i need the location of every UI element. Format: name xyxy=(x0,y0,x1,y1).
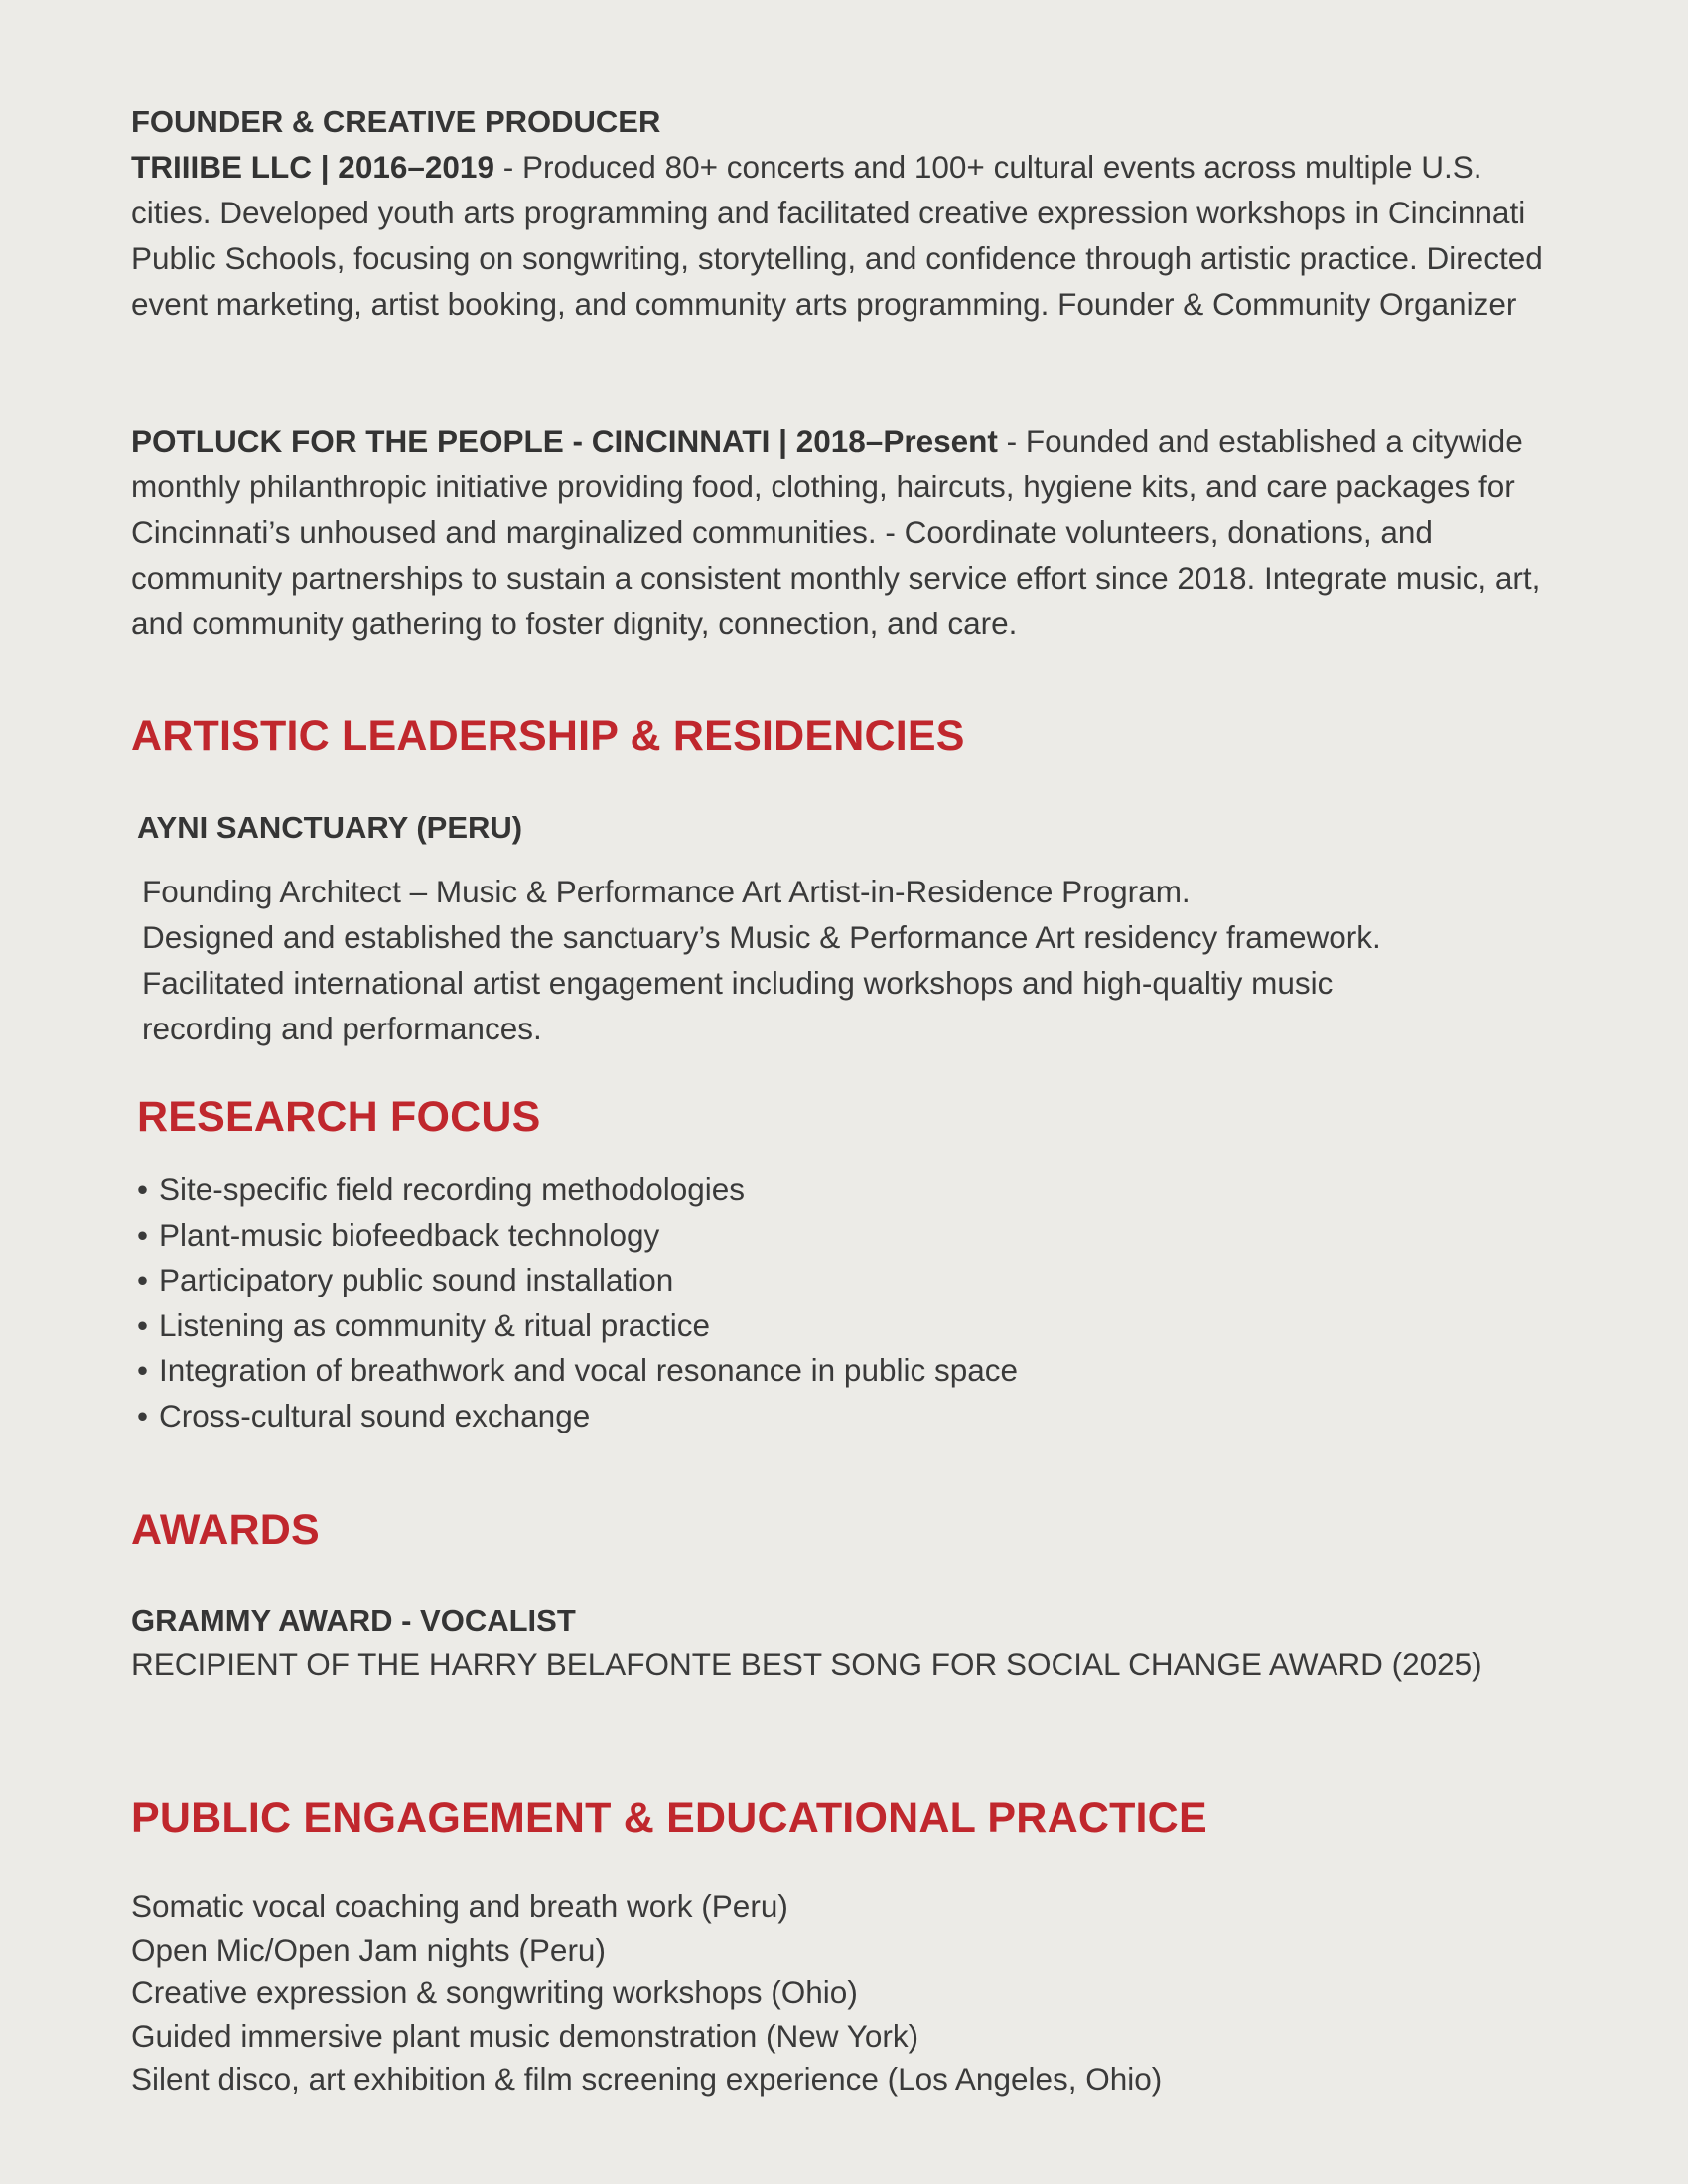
list-item: Somatic vocal coaching and breath work (Peru) xyxy=(131,1888,788,1924)
list-item: Creative expression & songwriting workshops (Ohio) xyxy=(131,1975,858,2010)
ayni-description xyxy=(142,869,1572,1051)
founder-paragraph xyxy=(131,144,1561,327)
bullet-icon: • xyxy=(137,1171,149,1207)
potluck-paragraph xyxy=(131,418,1561,646)
bullet-icon: • xyxy=(137,1352,149,1388)
founder-title: FOUNDER & CREATIVE PRODUCER xyxy=(131,104,661,139)
list-item: • Listening as community & ritual practice xyxy=(137,1303,1018,1349)
list-item: • Site-specific field recording methodologies xyxy=(137,1167,1018,1213)
list-item: • Participatory public sound installation xyxy=(137,1258,1018,1303)
ayni-line: Facilitated international artist engagement including workshops and high-qualtiy music xyxy=(142,965,1334,1001)
ayni-title: AYNI SANCTUARY (PERU) xyxy=(137,810,523,845)
list-item: Silent disco, art exhibition & film screening experience (Los Angeles, Ohio) xyxy=(131,2061,1163,2097)
founder-org: TRIIIBE LLC | 2016–2019 xyxy=(131,149,494,185)
founder-description: - Produced 80+ concerts and 100+ cultural events across multiple U.S. cities. Developed youth arts programming and facilitated creative expression workshops in Cincinnati Public Schools, focusing on songwriting, storytelling, and confidence through artistic practice. Directed event marketing, artist booking, and community arts programming. Founder & Community Organizer xyxy=(131,149,1543,322)
potluck-org: POTLUCK FOR THE PEOPLE - CINCINNATI | 2018–Present xyxy=(131,423,998,459)
award-description: RECIPIENT OF THE HARRY BELAFONTE BEST SONG FOR SOCIAL CHANGE AWARD (2025) xyxy=(131,1646,1482,1682)
award-title: GRAMMY AWARD - VOCALIST xyxy=(131,1603,576,1638)
list-item: • Cross-cultural sound exchange xyxy=(137,1394,1018,1439)
bullet-icon: • xyxy=(137,1397,149,1433)
artistic-heading: ARTISTIC LEADERSHIP & RESIDENCIES xyxy=(131,712,965,759)
engagement-list xyxy=(131,1885,1162,2102)
engagement-heading: PUBLIC ENGAGEMENT & EDUCATIONAL PRACTICE xyxy=(131,1794,1207,1842)
research-list xyxy=(137,1167,1018,1438)
bullet-icon: • xyxy=(137,1262,149,1297)
research-heading: RESEARCH FOCUS xyxy=(137,1093,541,1141)
list-item: • Integration of breathwork and vocal resonance in public space xyxy=(137,1348,1018,1394)
bullet-icon: • xyxy=(137,1306,149,1343)
ayni-line: Designed and established the sanctuary’s Music & Performance Art residency framework. xyxy=(142,919,1381,955)
ayni-line: Founding Architect – Music & Performance Art Artist-in-Residence Program. xyxy=(142,874,1191,909)
bullet-icon: • xyxy=(137,1216,149,1253)
list-item: Guided immersive plant music demonstration (New York) xyxy=(131,2017,919,2054)
ayni-line: recording and performances. xyxy=(142,1011,542,1046)
potluck-description: - Founded and established a citywide monthly philanthropic initiative providing food, clothing, haircuts, hygiene kits, and care packages for Cincinnati’s unhoused and marginalized communities. - Coordinate volunteers, donations, and community partnerships to sustain a consistent monthly service effort since 2018. Integrate music, art, and community gathering to foster dignity, connection, and care. xyxy=(131,423,1541,641)
list-item: Open Mic/Open Jam nights (Peru) xyxy=(131,1931,606,1968)
awards-heading: AWARDS xyxy=(131,1506,320,1554)
list-item: • Plant-music biofeedback technology xyxy=(137,1213,1018,1259)
